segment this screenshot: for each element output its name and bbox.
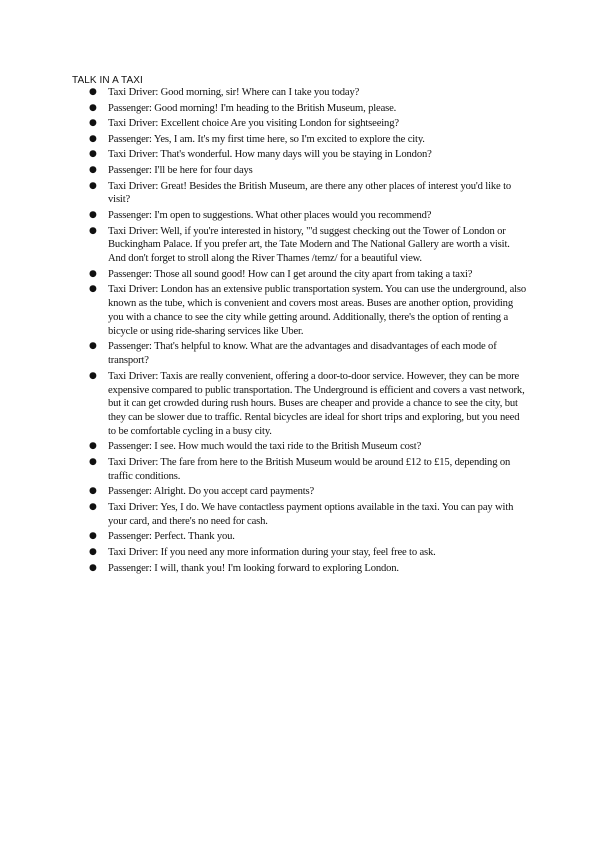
dialogue-line	[89, 180, 529, 208]
dialogue-line	[89, 562, 529, 576]
bullet-icon: ●	[89, 370, 97, 381]
bullet-icon: ●	[89, 341, 97, 352]
bullet-icon: ●	[89, 502, 97, 513]
bullet-icon: ●	[89, 180, 97, 191]
dialogue-line-text: Passenger: I will, thank you! I'm looking forward to exploring London.	[108, 562, 399, 574]
bullet-icon: ●	[89, 164, 97, 175]
dialogue-line-text: Taxi Driver: London has an extensive public transportation system. You can use the underground, also known as the tube, which is convenient and covers most areas. Buses are another option, providing you with a chance to see the city while getting around. Additionally, there's the option of renting a bicycle or using ride-sharing services like Uber.	[108, 284, 527, 337]
dialogue-line	[89, 485, 529, 499]
bullet-icon: ●	[89, 87, 97, 97]
dialogue-line	[89, 117, 529, 131]
dialogue-line-text: Passenger: Good morning! I'm heading to the British Museum, please.	[108, 102, 397, 114]
bullet-icon: ●	[89, 149, 97, 160]
dialogue-line	[89, 546, 529, 560]
dialogue-line-text: Passenger: That's helpful to know. What are the advantages and disadvantages of each mode of transport?	[108, 341, 497, 367]
dialogue-line-text: Taxi Driver: The fare from here to the British Museum would be around £12 to £15, depending on traffic conditions.	[108, 457, 511, 482]
bullet-icon: ●	[89, 457, 97, 468]
bullet-icon: ●	[89, 268, 97, 279]
dialogue-line-text: Taxi Driver: Taxis are really convenient, offering a door-to-door service. However, they can be more expensive compared to public transportation. The Underground is efficient and covers a vast network, but it can get crowded during rush hours. Buses are cheaper and provide a chance to see the city, but they can be slower due to traffic. Rental bicycles are ideal for short trips and exploring, but you need to be comfortable cycling in a busy city.	[108, 370, 525, 437]
bullet-icon: ●	[89, 133, 97, 144]
dialogue-line-text: Passenger: I'll be here for four days	[108, 164, 253, 176]
bullet-icon: ●	[89, 209, 97, 220]
bullet-icon: ●	[89, 531, 97, 542]
dialogue-line-text: Taxi Driver: Good morning, sir! Where can I take you today?	[108, 87, 360, 98]
dialogue-line-text: Taxi Driver: Yes, I do. We have contactless payment options available in the taxi. You can pay with your card, and there's no need for cash.	[108, 502, 514, 527]
dialogue-line	[89, 283, 529, 338]
dialogue-line	[89, 340, 529, 368]
dialogue-line	[89, 456, 529, 484]
dialogue-line-text: Taxi Driver: Great! Besides the British Museum, are there any other places of interest you'd like to visit?	[108, 180, 512, 206]
bullet-icon: ●	[89, 225, 97, 236]
bullet-icon: ●	[89, 102, 97, 113]
bullet-icon: ●	[89, 118, 97, 129]
bullet-icon: ●	[89, 486, 97, 497]
dialogue-line	[89, 225, 529, 266]
dialogue-line	[89, 268, 529, 282]
document-title: TALK IN A TAXI	[72, 75, 143, 86]
dialogue-line-text: Taxi Driver: If you need any more information during your stay, feel free to ask.	[108, 547, 436, 559]
dialogue-line	[89, 501, 529, 529]
dialogue-line	[89, 530, 529, 544]
dialogue-line	[89, 440, 529, 454]
dialogue-line	[89, 133, 529, 147]
bullet-icon: ●	[89, 441, 97, 452]
dialogue-line-text: Passenger: I'm open to suggestions. What other places would you recommend?	[108, 209, 432, 221]
dialogue-line-text: Passenger: Alright. Do you accept card payments?	[108, 486, 315, 498]
bullet-icon: ●	[89, 562, 97, 573]
dialogue-line-text: Taxi Driver: Excellent choice Are you visiting London for sightseeing?	[108, 118, 399, 130]
dialogue-line	[89, 209, 529, 223]
bullet-icon: ●	[89, 284, 97, 295]
dialogue-line	[89, 164, 529, 178]
dialogue-list	[89, 86, 529, 577]
dialogue-line-text: Passenger: Those all sound good! How can I get around the city apart from taking a taxi?	[108, 268, 473, 280]
dialogue-line	[89, 370, 529, 439]
dialogue-line	[89, 86, 529, 100]
dialogue-line	[89, 148, 529, 162]
dialogue-line	[89, 102, 529, 116]
dialogue-line-text: Taxi Driver: Well, if you're interested in history, "'d suggest checking out the Tower of London or Buckingham Palace. If you prefer art, the Tate Modern and The National Gallery are worth a visit. And don't forget to stroll along the River Thames /temz/ for a beautiful view.	[108, 225, 510, 265]
dialogue-line-text: Passenger: Perfect. Thank you.	[108, 531, 235, 543]
dialogue-line-text: Taxi Driver: That's wonderful. How many days will you be staying in London?	[108, 149, 432, 161]
dialogue-line-text: Passenger: I see. How much would the taxi ride to the British Museum cost?	[108, 441, 422, 453]
dialogue-line-text: Passenger: Yes, I am. It's my first time here, so I'm excited to explore the city.	[108, 133, 425, 145]
bullet-icon: ●	[89, 547, 97, 558]
